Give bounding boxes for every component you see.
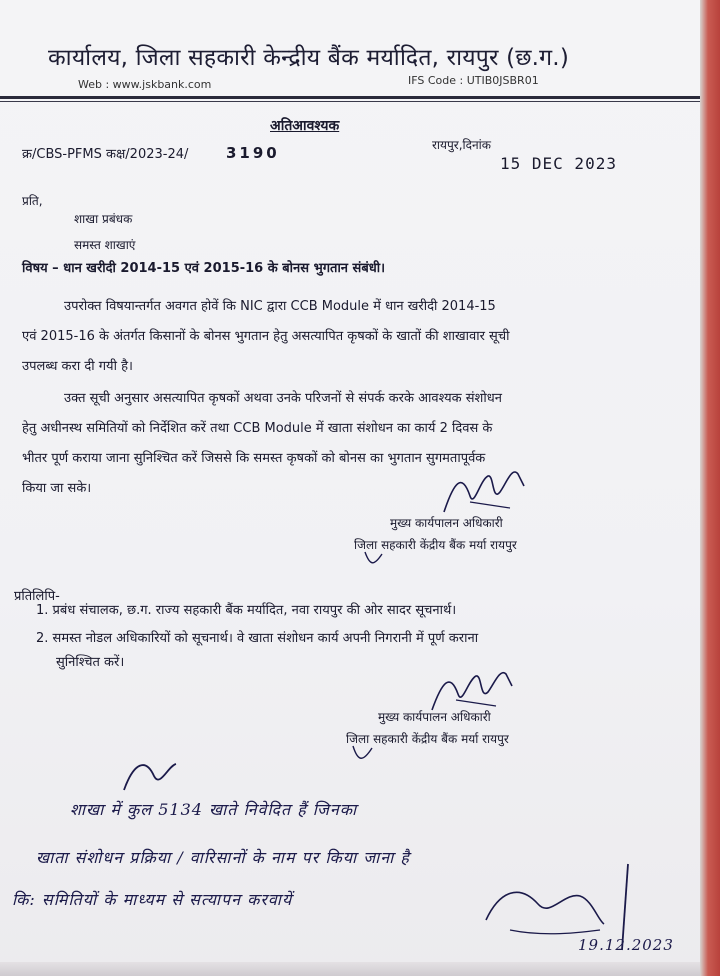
header-divider: [0, 96, 700, 99]
handwritten-note-line: शाखा में कुल 5134 खाते निवेदित हैं जिनका: [70, 800, 358, 819]
place-label: रायपुर,दिनांक: [432, 138, 491, 152]
page-edge-right: [700, 0, 720, 976]
signature-2-title: मुख्य कार्यपालन अधिकारी: [378, 710, 491, 724]
handwritten-date: 19.12.2023: [578, 936, 674, 954]
body-paragraph-2-line: किया जा सके।: [22, 481, 92, 496]
letter-date: 15 DEC 2023: [500, 154, 617, 173]
body-paragraph-2-line: उक्त सूची अनुसार असत्यापित कृषकों अथवा उनके परिजनों से संपर्क करके आवश्यक संशोधन: [64, 391, 502, 406]
signature-mark-icon: [440, 462, 530, 522]
initial-mark-icon: [362, 548, 386, 570]
signature-1-org: जिला सहकारी केंद्रीय बैंक मर्या रायपुर: [354, 538, 517, 552]
recipient-line-2: समस्त शाखाएं: [74, 238, 136, 252]
organization-name: कार्यालय, जिला सहकारी केन्द्रीय बैंक मर्यादित, रायपुर (छ.ग.): [48, 45, 569, 71]
header-divider-thin: [0, 101, 700, 102]
body-paragraph-1-line: उपरोक्त विषयान्तर्गत अवगत होवें कि NIC द्वारा CCB Module में धान खरीदी 2014-15: [64, 299, 496, 314]
body-paragraph-2-line: हेतु अधीनस्थ समितियों को निर्देशित करें तथा CCB Module में खाता संशोधन का कार्य 2 दिवस के: [22, 421, 493, 436]
cc-item: सुनिश्चित करें।: [56, 655, 125, 670]
ifsc-code: IFS Code : UTIB0JSBR01: [408, 74, 539, 87]
body-paragraph-1-line: एवं 2015-16 के अंतर्गत किसानों के बोनस भुगतान हेतु असत्यापित कृषकों के खातों की शाखावार सूची: [22, 329, 510, 344]
signature-1-title: मुख्य कार्यपालन अधिकारी: [390, 516, 503, 530]
website-text: Web : www.jskbank.com: [78, 78, 212, 91]
signature-2-org: जिला सहकारी केंद्रीय बैंक मर्या रायपुर: [346, 732, 509, 746]
recipient-line-1: शाखा प्रबंधक: [74, 212, 133, 226]
cc-item: 1. प्रबंध संचालक, छ.ग. राज्य सहकारी बैंक मर्यादित, नवा रायपुर की ओर सादर सूचनार्थ।: [36, 603, 457, 618]
initial-mark-icon: [350, 742, 376, 766]
handwritten-note-line: खाता संशोधन प्रक्रिया / वारिसानों के नाम पर किया जाना है: [36, 848, 410, 867]
handwritten-note-line: कि: समितियों के माध्यम से सत्यापन करवायें: [12, 890, 293, 909]
subject-line: विषय – धान खरीदी 2014-15 एवं 2015-16 के बोनस भुगतान संबंधी।: [22, 261, 386, 276]
body-paragraph-1-line: उपलब्ध करा दी गयी है।: [22, 359, 133, 374]
handwritten-stroke-icon: [120, 756, 180, 796]
reference-number: 3190: [226, 144, 280, 162]
page-edge-bottom: [0, 962, 700, 976]
reference-prefix: क्र/CBS-PFMS कक्ष/2023-24/: [22, 147, 189, 162]
urgency-label: अतिआवश्यक: [270, 118, 340, 134]
to-label: प्रति,: [22, 194, 43, 208]
body-paragraph-2-line: भीतर पूर्ण कराया जाना सुनिश्चित करें जिससे कि समस्त कृषकों को बोनस का भुगतान सुगमतापूर्वक: [22, 451, 486, 466]
cc-label: प्रतिलिपि-: [14, 589, 60, 604]
cc-item: 2. समस्त नोडल अधिकारियों को सूचनार्थ। वे खाता संशोधन कार्य अपनी निगरानी में पूर्ण कराना: [36, 631, 479, 646]
handwritten-signature-icon: [480, 880, 610, 940]
